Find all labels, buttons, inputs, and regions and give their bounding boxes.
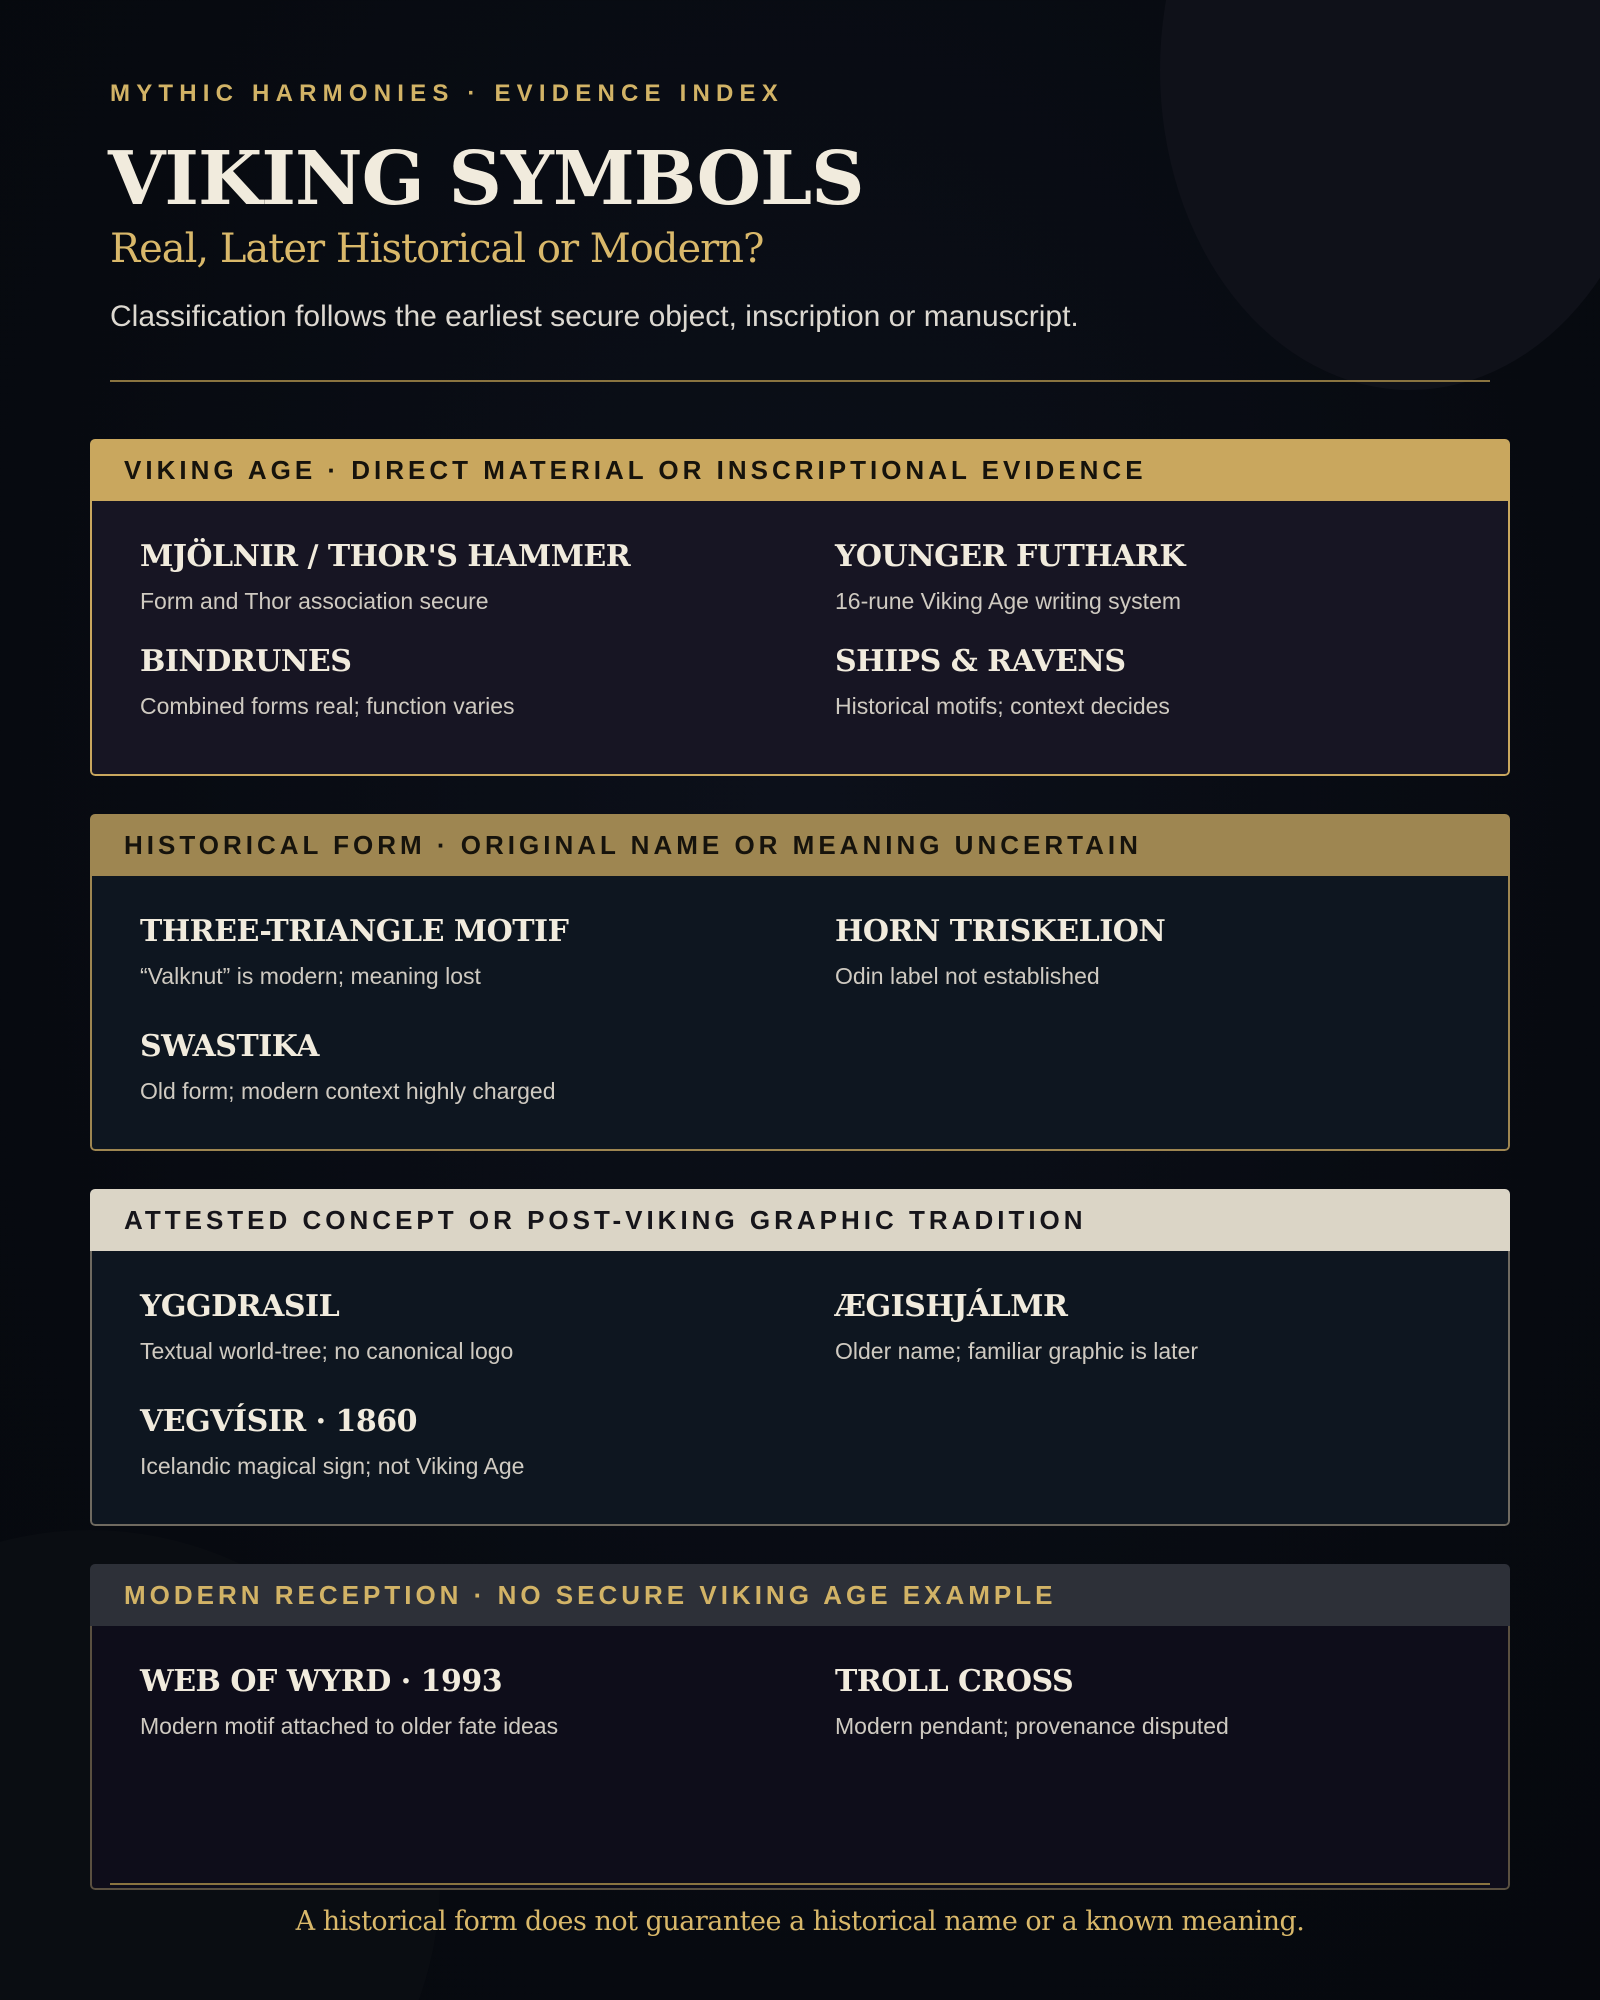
band-body [90, 1626, 1510, 1890]
header-divider [110, 380, 1490, 382]
symbol-note: 16-rune Viking Age writing system [835, 588, 1182, 614]
symbol-item [140, 644, 515, 720]
band-heading: HISTORICAL FORM · ORIGINAL NAME OR MEANING UNCERTAIN [90, 814, 1510, 876]
symbol-item [140, 539, 630, 615]
symbol-item [835, 914, 1165, 990]
band-heading: ATTESTED CONCEPT OR POST-VIKING GRAPHIC TRADITION [90, 1189, 1510, 1251]
symbol-note: “Valknut” is modern; meaning lost [140, 963, 481, 989]
symbol-note: Odin label not established [835, 963, 1100, 989]
symbol-item [140, 914, 568, 990]
eyebrow-label: MYTHIC HARMONIES · EVIDENCE INDEX [110, 80, 784, 107]
band-modern-reception [90, 1564, 1510, 1890]
symbol-name: WEB OF WYRD · 1993 [140, 1664, 503, 1699]
symbol-item [835, 644, 1170, 720]
symbol-name: ÆGISHJÁLMR [835, 1289, 1068, 1324]
symbol-note: Combined forms real; function varies [140, 693, 515, 719]
symbol-item [140, 1404, 524, 1480]
symbol-note: Form and Thor association secure [140, 588, 489, 614]
symbol-note: Textual world-tree; no canonical logo [140, 1338, 514, 1364]
band-heading: VIKING AGE · DIRECT MATERIAL OR INSCRIPTIONAL EVIDENCE [90, 439, 1510, 501]
band-historical-form [90, 814, 1510, 1151]
symbol-name: SWASTIKA [140, 1029, 319, 1064]
symbol-note: Modern pendant; provenance disputed [835, 1713, 1229, 1739]
band-body [90, 501, 1510, 776]
symbol-name: BINDRUNES [140, 644, 352, 679]
symbol-name: TROLL CROSS [835, 1664, 1074, 1699]
symbol-note: Old form; modern context highly charged [140, 1078, 556, 1104]
band-viking-age [90, 439, 1510, 776]
band-heading: MODERN RECEPTION · NO SECURE VIKING AGE EXAMPLE [90, 1564, 1510, 1626]
symbol-item [140, 1664, 558, 1740]
symbol-name: SHIPS & RAVENS [835, 644, 1126, 679]
symbol-name: YGGDRASIL [140, 1289, 340, 1324]
footer-note: A historical form does not guarantee a historical name or a known meaning. [295, 1906, 1305, 1937]
symbol-name: VEGVÍSIR · 1860 [140, 1404, 418, 1439]
symbol-item [835, 539, 1185, 615]
band-body [90, 876, 1510, 1151]
intro-text: Classification follows the earliest secure object, inscription or manuscript. [110, 300, 1079, 333]
symbol-name: YOUNGER FUTHARK [835, 539, 1185, 574]
symbol-note: Icelandic magical sign; not Viking Age [140, 1453, 525, 1479]
page-subtitle: Real, Later Historical or Modern? [110, 226, 764, 272]
symbol-name: MJÖLNIR / THOR'S HAMMER [140, 539, 631, 574]
symbol-note: Historical motifs; context decides [835, 693, 1170, 719]
band-post-viking [90, 1189, 1510, 1526]
footer-divider [110, 1883, 1490, 1885]
band-body [90, 1251, 1510, 1526]
symbol-note: Older name; familiar graphic is later [835, 1338, 1199, 1364]
page-title: VIKING SYMBOLS [108, 136, 864, 222]
symbol-name: THREE-TRIANGLE MOTIF [140, 914, 569, 949]
symbol-name: HORN TRISKELION [835, 914, 1166, 949]
symbol-note: Modern motif attached to older fate ideas [140, 1713, 559, 1739]
symbol-item [835, 1289, 1198, 1365]
symbol-item [140, 1029, 555, 1105]
symbol-item [140, 1289, 513, 1365]
symbol-item [835, 1664, 1229, 1740]
